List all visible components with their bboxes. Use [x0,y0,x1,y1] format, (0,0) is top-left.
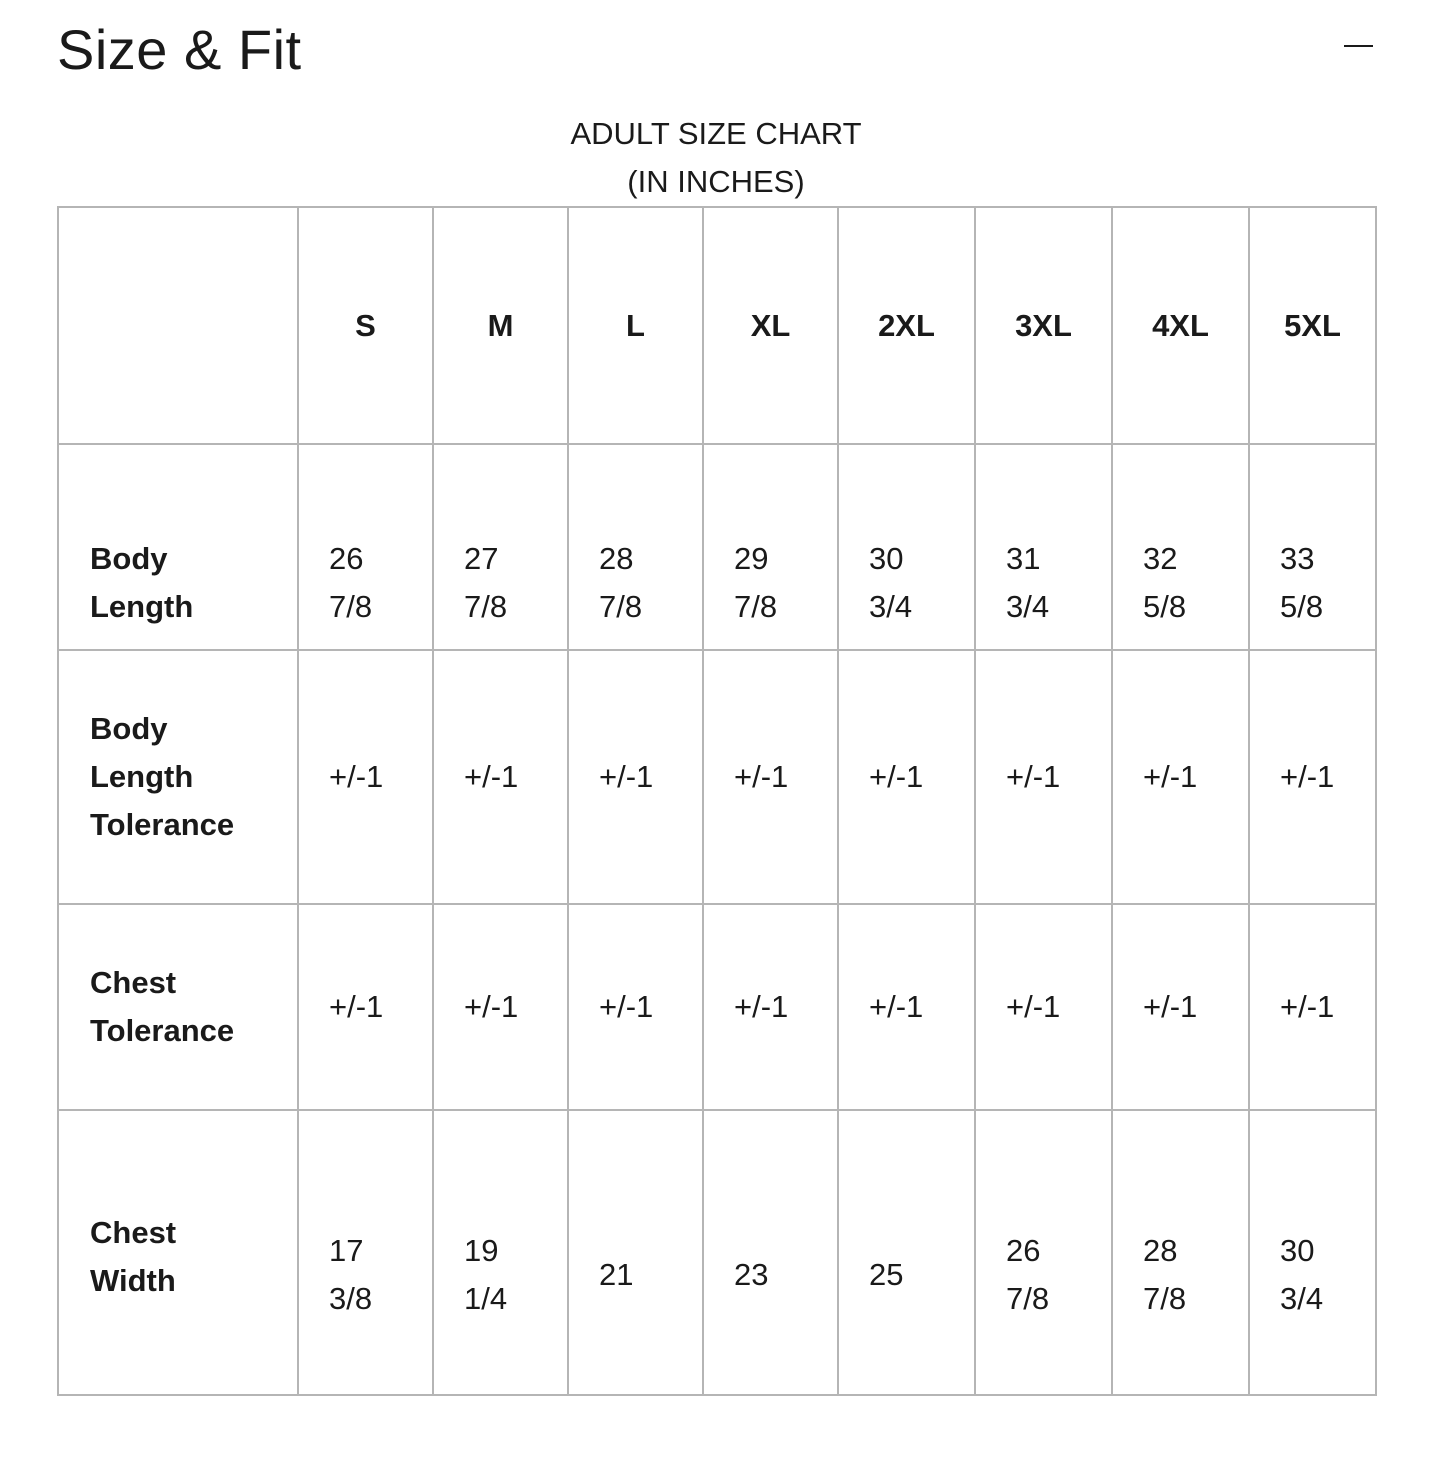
table-cell [838,904,975,1110]
table-cell [838,444,975,650]
cell-value-line: 17 [329,1232,364,1268]
cell-value-line: +/-1 [599,989,654,1024]
cell-value-line: 3/4 [869,589,913,624]
cell-value-line: 29 [734,541,769,576]
cell-value-line: 5/8 [1143,589,1187,624]
table-cell [975,904,1112,1110]
table-cell [703,1110,838,1395]
table-cell [433,444,568,650]
cell-value-line: +/-1 [1280,759,1335,794]
table-cell [975,650,1112,904]
table-row [58,444,1376,650]
table-cell [703,650,838,904]
cell-value-line: 23 [734,1256,769,1292]
size-header-4xl: 4XL [1112,207,1249,444]
size-table [57,206,1377,1396]
cell-value-line: 27 [464,541,499,576]
row-label-line: Length [90,759,194,794]
table-cell [975,444,1112,650]
cell-value-line: +/-1 [1143,989,1198,1024]
collapse-button[interactable] [1341,28,1375,62]
caption-line-1: ADULT SIZE CHART [570,116,862,151]
size-header-5xl: 5XL [1249,207,1376,444]
table-cell [703,444,838,650]
corner-cell [58,207,298,444]
cell-value-line: 7/8 [464,589,508,624]
cell-value-line: 7/8 [329,589,373,624]
row-label-line: Body [90,711,168,746]
cell-value-line: 28 [599,541,634,576]
section-title: Size & Fit [57,18,302,81]
cell-value-line: 3/8 [329,1280,373,1316]
size-header-m: M [433,207,568,444]
cell-value-line: 30 [869,541,904,576]
row-label [58,444,298,650]
size-header-xl: XL [703,207,838,444]
cell-value-line: 25 [869,1256,904,1292]
table-cell [568,904,703,1110]
cell-value-line: 32 [1143,541,1178,576]
row-label-line: Length [90,589,194,624]
cell-value-line: +/-1 [464,989,519,1024]
cell-value-line: 19 [464,1232,499,1268]
cell-value-line: 31 [1006,541,1041,576]
size-chart-caption [57,110,1375,206]
caption-line-2: (IN INCHES) [627,164,805,199]
table-cell [298,1110,433,1395]
size-header-l: L [568,207,703,444]
table-cell [298,650,433,904]
table-row [58,650,1376,904]
cell-value-line: 30 [1280,1232,1315,1268]
table-row [58,904,1376,1110]
cell-value-line: 7/8 [1006,1280,1050,1316]
cell-value-line: 3/4 [1280,1280,1324,1316]
size-header-row [58,207,1376,444]
table-cell [975,1110,1112,1395]
table-cell [433,1110,568,1395]
cell-value-line: +/-1 [329,989,384,1024]
table-cell [1112,904,1249,1110]
size-fit-header[interactable] [57,14,1375,86]
cell-value-line: 7/8 [734,589,778,624]
row-label-line: Body [90,541,168,576]
table-cell [838,650,975,904]
table-cell [1112,1110,1249,1395]
row-label [58,650,298,904]
cell-value-line: 26 [1006,1232,1041,1268]
table-cell [1249,444,1376,650]
row-label [58,904,298,1110]
table-cell [433,904,568,1110]
table-cell [433,650,568,904]
table-cell [568,650,703,904]
table-cell [838,1110,975,1395]
cell-value-line: 5/8 [1280,589,1324,624]
cell-value-line: +/-1 [869,989,924,1024]
minus-icon [1344,45,1373,47]
cell-value-line: 33 [1280,541,1315,576]
table-row [58,1110,1376,1395]
cell-value-line: +/-1 [734,989,789,1024]
table-cell [1112,444,1249,650]
cell-value-line: +/-1 [1143,759,1198,794]
table-cell [703,904,838,1110]
row-label-line: Tolerance [90,807,235,842]
table-cell [1249,1110,1376,1395]
cell-value-line: +/-1 [869,759,924,794]
table-cell [568,444,703,650]
cell-value-line: +/-1 [1006,989,1061,1024]
table-cell [1249,650,1376,904]
cell-value-line: 7/8 [1143,1280,1187,1316]
table-cell [298,904,433,1110]
size-header-s: S [298,207,433,444]
row-label-line: Width [90,1263,176,1298]
table-cell [1112,650,1249,904]
cell-value-line: 26 [329,541,364,576]
row-label-line: Chest [90,965,177,1000]
cell-value-line: 7/8 [599,589,643,624]
row-label-line: Tolerance [90,1013,235,1048]
size-header-3xl: 3XL [975,207,1112,444]
table-cell [298,444,433,650]
cell-value-line: 21 [599,1256,634,1292]
cell-value-line: +/-1 [464,759,519,794]
cell-value-line: +/-1 [329,759,384,794]
cell-value-line: +/-1 [734,759,789,794]
row-label [58,1110,298,1395]
cell-value-line: 28 [1143,1232,1178,1268]
cell-value-line: 3/4 [1006,589,1050,624]
cell-value-line: +/-1 [1280,989,1335,1024]
cell-value-line: 1/4 [464,1280,508,1316]
table-cell [568,1110,703,1395]
cell-value-line: +/-1 [599,759,654,794]
size-header-2xl: 2XL [838,207,975,444]
row-label-line: Chest [90,1215,177,1250]
table-cell [1249,904,1376,1110]
cell-value-line: +/-1 [1006,759,1061,794]
